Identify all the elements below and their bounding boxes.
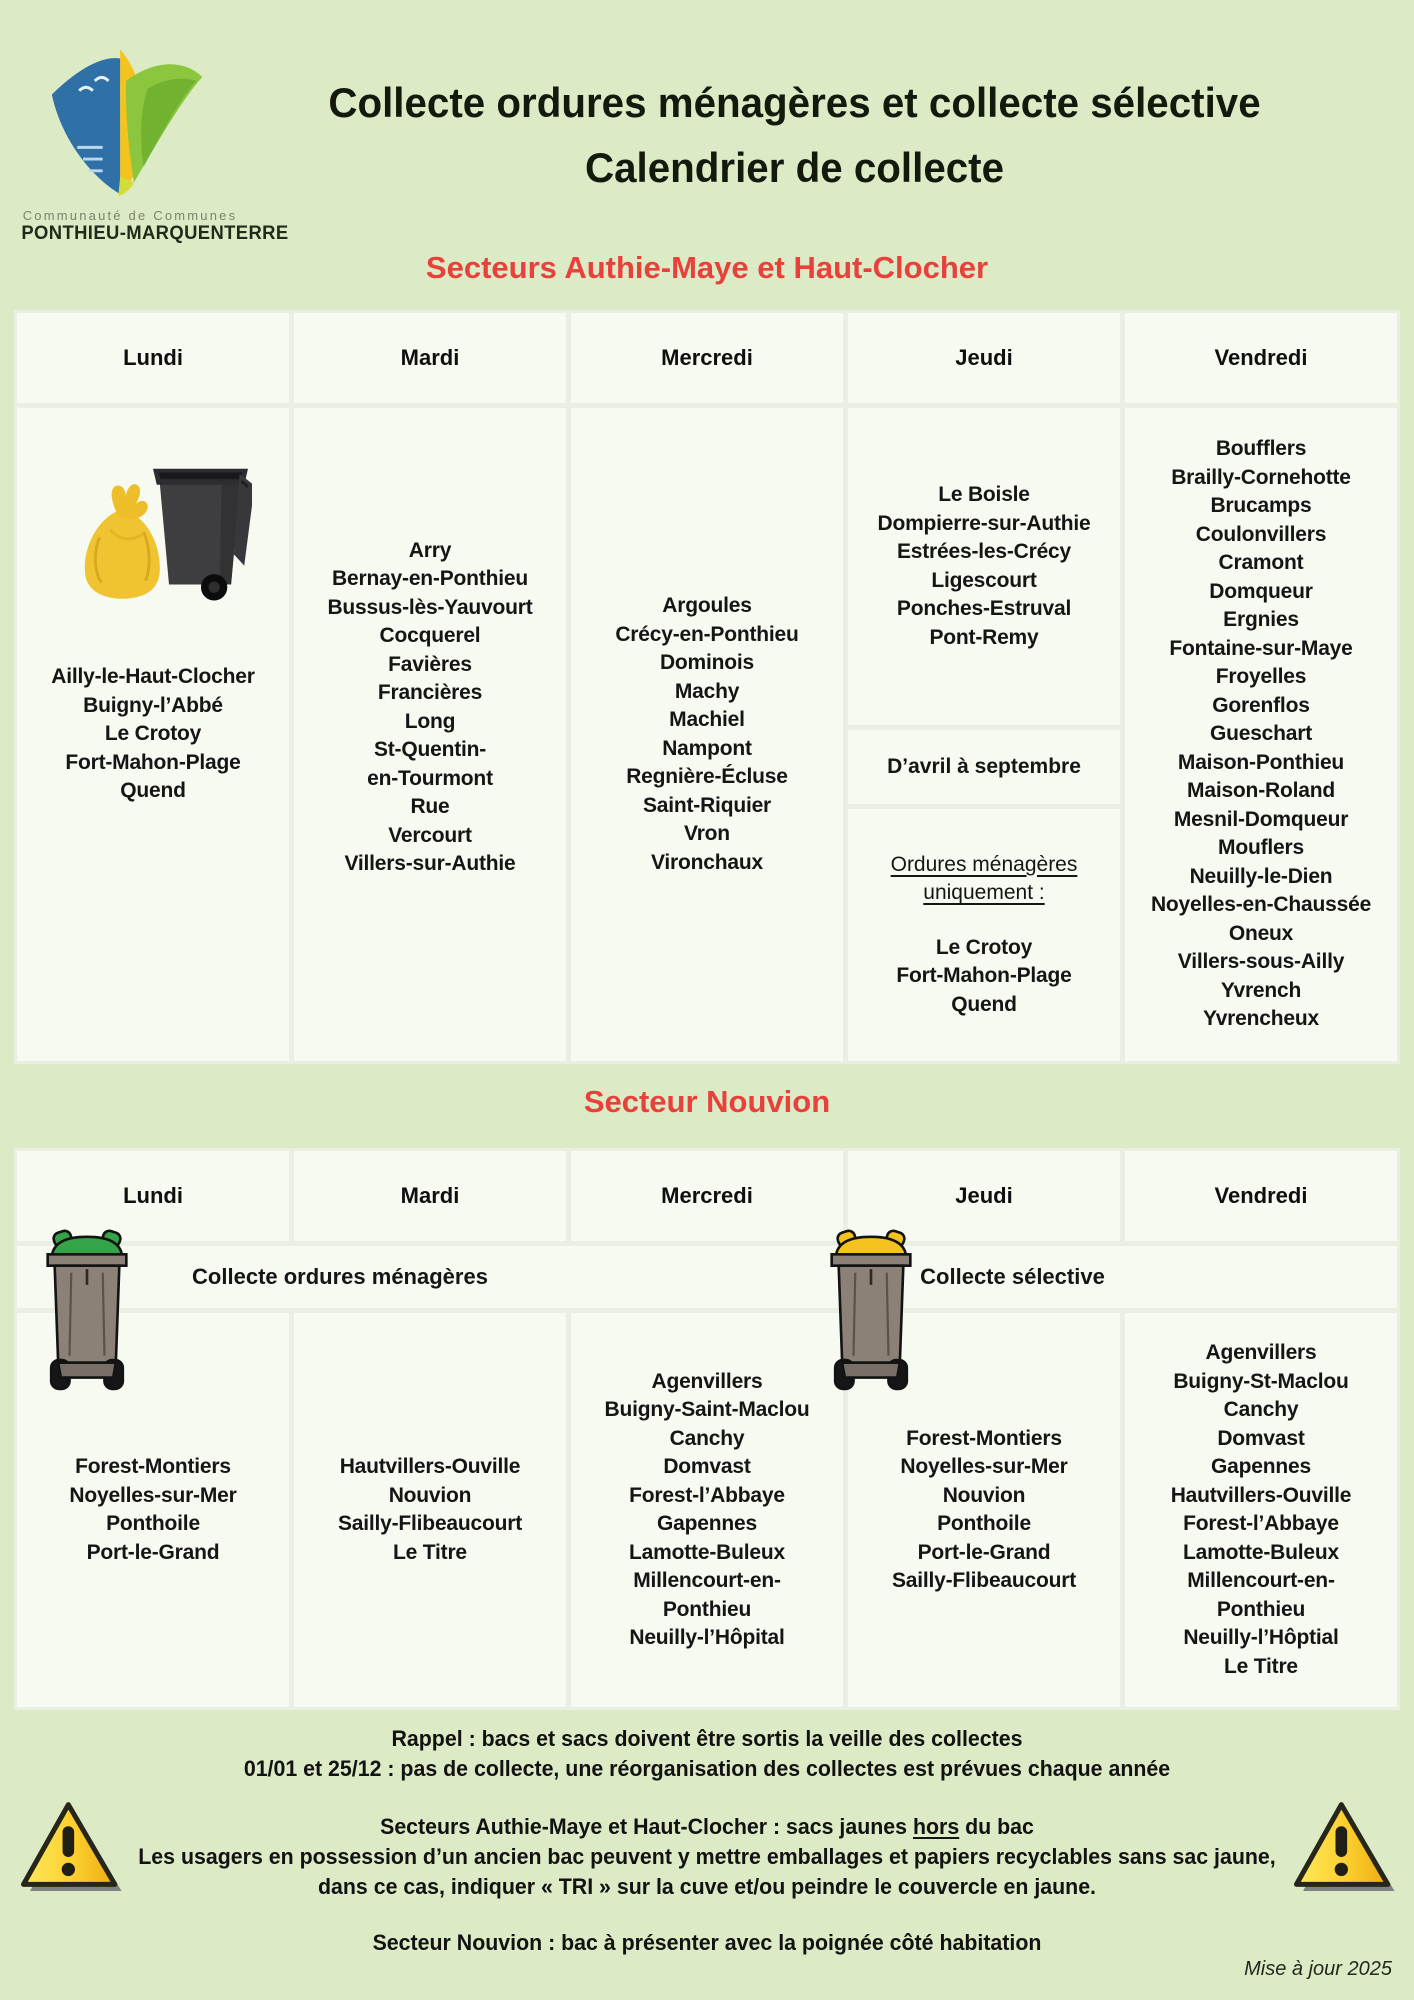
footer-line2: 01/01 et 25/12 : pas de collecte, une réorganisation des collectes est prévues chaque année xyxy=(243,1756,1171,1781)
s2-thursday-communes xyxy=(892,1425,1076,1596)
s1-day-header-mardi: Mardi xyxy=(294,313,566,403)
commune-list-item: Vironchaux xyxy=(651,850,763,874)
commune-list-item: Mesnil-Domqueur xyxy=(1173,807,1349,831)
commune-list-item: Argoules xyxy=(662,594,752,617)
commune-list-item: Quend xyxy=(951,992,1017,1016)
footer-line3-underlined: hors xyxy=(912,1814,960,1839)
commune-list-item: Ergnies xyxy=(1223,608,1299,632)
s1-day-header-lundi: Lundi xyxy=(17,313,289,403)
commune-list-item: Quend xyxy=(120,779,186,802)
commune-list-item: Bernay-en-Ponthieu xyxy=(332,567,528,590)
table-nouvion xyxy=(14,1148,1400,1710)
commune-list-item: Saint-Riquier xyxy=(642,793,772,817)
commune-list-item: Noyelles-sur-Mer xyxy=(900,1455,1068,1478)
commune-list-item: Yvrench xyxy=(1220,978,1302,1002)
commune-list-item: Canchy xyxy=(1223,1398,1299,1421)
s1-cell-tuesday xyxy=(294,408,566,1061)
commune-list-item: Domqueur xyxy=(1209,579,1313,603)
commune-list-item: Millencourt-en- xyxy=(1187,1569,1335,1592)
table-authie-maye-haut-clocher xyxy=(14,310,1400,1064)
commune-list-item: Rue xyxy=(410,795,450,818)
s1-thursday-top-cell xyxy=(848,408,1120,725)
s1-tuesday-communes xyxy=(327,537,532,879)
logo-graphic xyxy=(32,34,228,206)
commune-list-item: Buigny-l’Abbé xyxy=(83,693,223,717)
commune-list-item: Oneux xyxy=(1228,921,1294,945)
section1-heading: Secteurs Authie-Maye et Haut-Clocher xyxy=(425,250,989,285)
commune-list-item: Brailly-Cornehotte xyxy=(1171,465,1351,489)
commune-list-item: Arry xyxy=(408,538,452,562)
commune-list-item: Crécy-en-Ponthieu xyxy=(615,622,799,646)
commune-list-item: Yvrencheux xyxy=(1203,1007,1319,1031)
commune-list-item: Forest-Montiers xyxy=(75,1455,231,1478)
commune-list-item: Dominois xyxy=(659,651,755,674)
commune-list-item: Brucamps xyxy=(1210,494,1312,518)
s1-thursday-communes xyxy=(877,481,1090,652)
commune-list-item: en-Tourmont xyxy=(367,766,493,790)
commune-list-item: Cocquerel xyxy=(379,624,481,647)
commune-list-item: Dompierre-sur-Authie xyxy=(877,511,1091,535)
commune-list-item: Maison-Roland xyxy=(1187,779,1335,803)
commune-list-item: Fort-Mahon-Plage xyxy=(65,750,241,774)
s1-cell-wednesday xyxy=(571,408,843,1061)
footer-line3-prefix: Secteurs Authie-Maye et Haut-Clocher : sacs jaunes xyxy=(380,1814,913,1839)
commune-list-item: Port-le-Grand xyxy=(86,1540,220,1564)
s2-monday-communes xyxy=(69,1453,236,1567)
commune-list-item: Le Titre xyxy=(393,1540,467,1564)
s1-wednesday-communes xyxy=(615,592,798,877)
yellow-lid-bin-icon xyxy=(826,1229,916,1395)
commune-list-item: Noyelles-sur-Mer xyxy=(69,1483,237,1507)
commune-list-item: Fort-Mahon-Plage xyxy=(896,964,1072,988)
commune-list-item: Nouvion xyxy=(388,1483,472,1507)
footer-line3 xyxy=(21,1812,1393,1842)
s1-monday-communes xyxy=(51,663,255,806)
commune-list-item: Favières xyxy=(388,652,472,676)
commune-list-item: Hautvillers-Ouville xyxy=(1170,1483,1352,1507)
s2-tuesday-communes xyxy=(338,1453,522,1567)
s2-wednesday-communes xyxy=(604,1368,809,1653)
s1-thursday-season-cell xyxy=(848,730,1120,804)
commune-list-item: Forest-Montiers xyxy=(906,1426,1062,1450)
commune-list-item: Hautvillers-Ouville xyxy=(339,1455,521,1478)
s1-friday-communes xyxy=(1151,435,1371,1034)
s2-day-header-vendredi: Vendredi xyxy=(1125,1151,1397,1241)
commune-list-item: Noyelles-en-Chaussée xyxy=(1150,893,1372,917)
section2-heading: Secteur Nouvion xyxy=(583,1084,831,1119)
commune-list-item: Canchy xyxy=(669,1426,745,1450)
commune-list-item: Pont-Remy xyxy=(929,625,1039,649)
commune-list-item: Vron xyxy=(684,822,730,845)
commune-list-item: Neuilly-le-Dien xyxy=(1189,864,1333,888)
footer-line6: Secteur Nouvion : bac à présenter avec la poignée côté habitation xyxy=(372,1930,1042,1955)
commune-list-item: Buigny-St-Maclou xyxy=(1173,1369,1349,1393)
title-line2: Calendrier de collecte xyxy=(584,144,1005,191)
s1-cell-friday xyxy=(1125,408,1397,1061)
commune-list-item: Coulonvillers xyxy=(1195,522,1327,546)
footer-line1: Rappel : bacs et sacs doivent être sortis la veille des collectes xyxy=(391,1726,1023,1751)
commune-list-item: Sailly-Flibeaucourt xyxy=(891,1569,1077,1592)
commune-list-item: Sailly-Flibeaucourt xyxy=(337,1512,523,1535)
commune-list-item: Le Crotoy xyxy=(104,722,202,745)
title-line1: Collecte ordures ménagères et collecte sélective xyxy=(328,79,1261,126)
commune-list-item: Maison-Ponthieu xyxy=(1177,750,1345,774)
commune-list-item: Domvast xyxy=(1217,1426,1305,1450)
commune-list-item: Agenvillers xyxy=(1205,1341,1317,1364)
logo-org-line2: PONTHIEU-MARQUENTERRE xyxy=(21,223,289,244)
commune-list-item: Ponches-Estruval xyxy=(896,597,1072,620)
s1-thursday-note xyxy=(891,851,1078,908)
s1-thursday-note-communes xyxy=(896,934,1071,1020)
s2-cell-tuesday xyxy=(294,1313,566,1707)
commune-list-item: Mouflers xyxy=(1218,836,1304,860)
commune-list-item: Francières xyxy=(377,681,483,704)
commune-list-item: Neuilly-l’Hôpital xyxy=(629,1626,785,1649)
commune-list-item: Long xyxy=(404,709,456,733)
commune-list-item: Le Titre xyxy=(1224,1654,1298,1678)
commune-list-item: Forest-l’Abbaye xyxy=(629,1483,785,1507)
s1-thursday-season-label: D’avril à septembre xyxy=(887,755,1081,778)
s1-thursday-note-line1: Ordures ménagères xyxy=(890,852,1078,876)
footer-line4: Les usagers en possession d’un ancien bac peuvent y mettre emballages et papiers recyclables sans sac jaune, xyxy=(138,1844,1276,1869)
commune-list-item: Vercourt xyxy=(388,823,472,847)
commune-list-item: Gorenflos xyxy=(1212,693,1310,717)
footer-line5: dans ce cas, indiquer « TRI » sur la cuve et/ou peindre le couvercle en jaune. xyxy=(317,1874,1097,1899)
s1-cell-monday xyxy=(17,408,289,1061)
commune-list-item: Gapennes xyxy=(657,1512,757,1535)
commune-list-item: Ponthoile xyxy=(937,1512,1031,1535)
s1-day-header-mercredi: Mercredi xyxy=(571,313,843,403)
s1-thursday-note-line2: uniquement : xyxy=(923,881,1045,905)
logo-org-line1: Communauté de Communes xyxy=(22,208,238,223)
s2-band-collecte-selective xyxy=(848,1246,1397,1308)
s2-band-selective-label: Collecte sélective xyxy=(920,1264,1105,1289)
commune-list-item: Machy xyxy=(674,679,740,703)
s1-day-header-jeudi: Jeudi xyxy=(848,313,1120,403)
commune-list-item: Ponthoile xyxy=(106,1512,200,1535)
page-title xyxy=(209,70,1379,200)
s2-cell-wednesday xyxy=(571,1313,843,1707)
commune-list-item: Machiel xyxy=(669,708,745,731)
commune-list-item: Le Crotoy xyxy=(935,935,1033,959)
commune-list-item: Lamotte-Buleux xyxy=(629,1540,785,1564)
commune-list-item: Buigny-Saint-Maclou xyxy=(604,1398,810,1421)
commune-list-item: Agenvillers xyxy=(651,1369,763,1393)
footer-line3-suffix: du bac xyxy=(959,1814,1034,1839)
commune-list-item: Froyelles xyxy=(1215,665,1307,689)
commune-list-item: Gapennes xyxy=(1211,1455,1311,1478)
commune-list-item: Neuilly-l’Hôptial xyxy=(1183,1626,1339,1649)
commune-list-item: Lamotte-Buleux xyxy=(1183,1540,1339,1564)
commune-list-item: Ligescourt xyxy=(931,568,1037,592)
commune-list-item: Le Boisle xyxy=(938,483,1030,506)
commune-list-item: St-Quentin- xyxy=(373,738,487,761)
commune-list-item: Bussus-lès-Yauvourt xyxy=(327,595,533,619)
commune-list-item: Ponthieu xyxy=(1216,1597,1306,1621)
commune-list-item: Boufflers xyxy=(1215,437,1307,461)
commune-list-item: Ponthieu xyxy=(662,1597,752,1621)
update-note: Mise à jour 2025 xyxy=(1244,1958,1392,1980)
commune-list-item: Ailly-le-Haut-Clocher xyxy=(51,665,255,688)
black-bin-and-yellow-bag-icon xyxy=(54,434,252,608)
commune-list-item: Estrées-les-Crécy xyxy=(896,540,1072,563)
commune-list-item: Domvast xyxy=(663,1455,751,1478)
s2-day-header-mercredi: Mercredi xyxy=(571,1151,843,1241)
commune-list-item: Villers-sous-Ailly xyxy=(1177,950,1345,974)
s2-day-header-mardi: Mardi xyxy=(294,1151,566,1241)
s2-band-ordures-menageres xyxy=(17,1246,843,1308)
commune-list-item: Fontaine-sur-Maye xyxy=(1169,636,1353,660)
s1-thursday-note-cell xyxy=(848,809,1120,1061)
s2-cell-friday xyxy=(1125,1313,1397,1707)
s2-day-header-lundi: Lundi xyxy=(17,1151,289,1241)
s2-band-ordures-label: Collecte ordures ménagères xyxy=(192,1264,488,1289)
s2-friday-communes xyxy=(1171,1339,1352,1681)
green-lid-bin-icon xyxy=(42,1229,132,1395)
s2-day-header-jeudi: Jeudi xyxy=(848,1151,1120,1241)
s1-day-header-vendredi: Vendredi xyxy=(1125,313,1397,403)
commune-list-item: Millencourt-en- xyxy=(633,1569,781,1592)
commune-list-item: Nouvion xyxy=(942,1483,1026,1507)
footer-notes xyxy=(21,1724,1393,1958)
commune-list-item: Regnière-Écluse xyxy=(626,765,788,788)
s1-cell-thursday-stack xyxy=(848,408,1120,1061)
commune-list-item: Nampont xyxy=(662,736,752,760)
commune-list-item: Villers-sur-Authie xyxy=(344,852,516,875)
commune-list-item: Port-le-Grand xyxy=(917,1540,1051,1564)
commune-list-item: Forest-l’Abbaye xyxy=(1183,1512,1339,1535)
commune-list-item: Cramont xyxy=(1218,551,1304,575)
commune-list-item: Gueschart xyxy=(1209,722,1313,746)
